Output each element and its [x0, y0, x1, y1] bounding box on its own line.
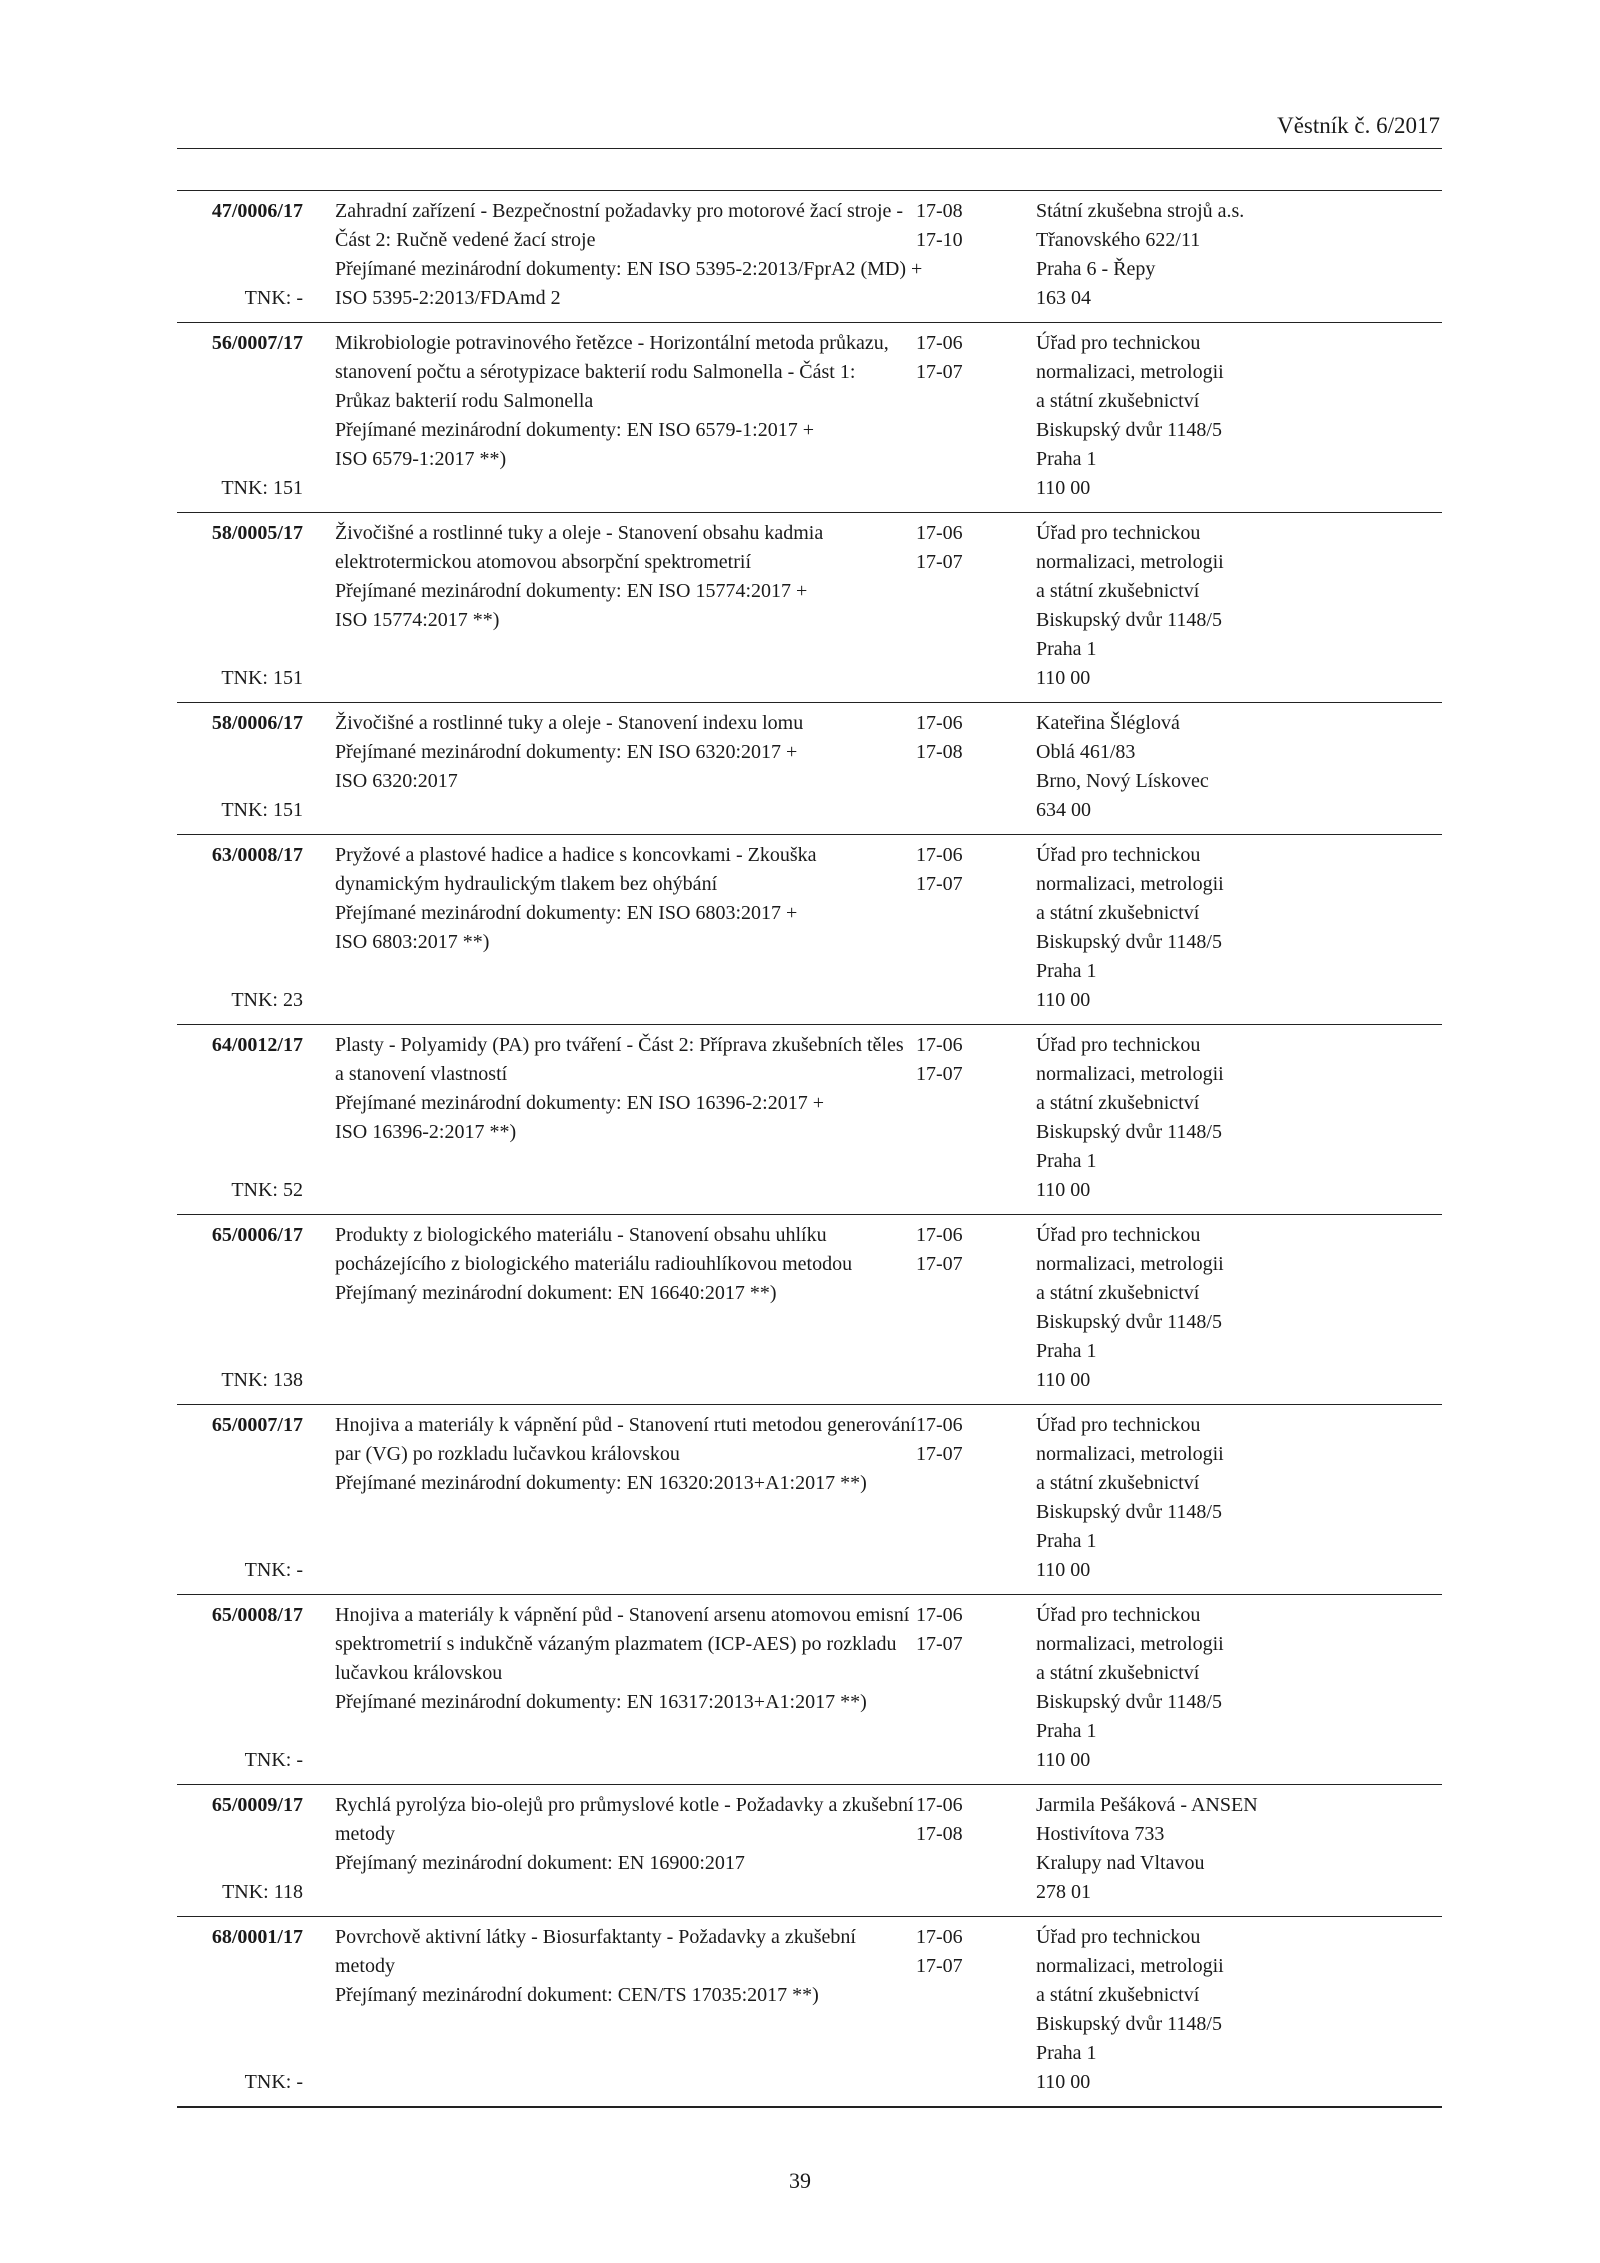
- entry-address-cell: [1036, 1221, 1326, 1395]
- entry-date: 17-06: [916, 1034, 963, 1056]
- entry-dates-cell: [916, 197, 1006, 313]
- entry-address-cell: [1036, 1411, 1326, 1585]
- entry-address-line: normalizaci, metrologii: [1036, 873, 1224, 895]
- entry-date: 17-07: [916, 873, 963, 895]
- entry-title-line: Přejímané mezinárodní dokumenty: EN 16320:2013+A1:2017 **): [335, 1472, 867, 1494]
- table-row: [177, 835, 1442, 1025]
- entry-dates-cell: [916, 1791, 1006, 1907]
- entry-address-line: Hostivítova 733: [1036, 1823, 1165, 1845]
- entry-title-line: Živočišné a rostlinné tuky a oleje - Stanovení indexu lomu: [335, 712, 804, 734]
- entry-date: 17-08: [916, 200, 963, 222]
- entry-title-cell: [335, 1791, 914, 1907]
- entry-title-cell: [335, 709, 902, 825]
- entry-tnk: TNK: 118: [222, 1881, 303, 1903]
- entry-title-line: Přejímané mezinárodní dokumenty: EN ISO 6320:2017 +: [335, 741, 798, 763]
- entry-address-cell: [1036, 841, 1326, 1015]
- entry-title-cell: [335, 519, 902, 693]
- entry-title-line: ISO 6320:2017: [335, 770, 458, 792]
- entry-title-line: Přejímaný mezinárodní dokument: EN 16640:2017 **): [335, 1282, 777, 1304]
- entry-tnk: TNK: 151: [221, 477, 303, 499]
- entry-address-cell: [1036, 709, 1326, 825]
- entry-dates-cell: [916, 1411, 1006, 1585]
- entry-address-line: a státní zkušebnictví: [1036, 1984, 1200, 2006]
- entry-address-line: Úřad pro technickou: [1036, 1926, 1201, 1948]
- entry-address-line: Praha 1: [1036, 638, 1097, 660]
- entry-title-cell: [335, 329, 902, 503]
- entry-address-line: Praha 1: [1036, 2042, 1097, 2064]
- entry-address-line: Kateřina Šléglová: [1036, 712, 1180, 734]
- entry-address-line: normalizaci, metrologii: [1036, 551, 1224, 573]
- entry-dates-cell: [916, 519, 1006, 693]
- entry-title-line: stanovení počtu a sérotypizace bakterií rodu Salmonella - Část 1:: [335, 361, 856, 383]
- entry-title-line: elektrotermickou atomovou absorpční spektrometrií: [335, 551, 751, 573]
- entry-number: 47/0006/17: [211, 200, 303, 222]
- entry-address-line: 110 00: [1036, 477, 1091, 499]
- entry-title-line: metody: [335, 1955, 395, 1977]
- entry-address-line: Úřad pro technickou: [1036, 1604, 1201, 1626]
- entry-code-cell: [177, 1791, 303, 1907]
- entry-address-line: normalizaci, metrologii: [1036, 1443, 1224, 1465]
- entry-address-line: 110 00: [1036, 1179, 1091, 1201]
- entry-dates-cell: [916, 1923, 1006, 2097]
- entry-date: 17-08: [916, 1823, 963, 1845]
- entry-title-line: ISO 6579-1:2017 **): [335, 448, 507, 470]
- entry-address-line: Praha 1: [1036, 1340, 1097, 1362]
- entry-address-line: Biskupský dvůr 1148/5: [1036, 419, 1222, 441]
- entry-number: 65/0007/17: [211, 1414, 303, 1436]
- entry-address-cell: [1036, 1031, 1326, 1205]
- entry-address-line: Úřad pro technickou: [1036, 522, 1201, 544]
- entry-title-cell: [335, 841, 902, 1015]
- entry-address-line: Brno, Nový Lískovec: [1036, 770, 1209, 792]
- table-row: [177, 323, 1442, 513]
- entry-dates-cell: [916, 841, 1006, 1015]
- entry-number: 58/0006/17: [211, 712, 303, 734]
- entry-tnk: TNK: 138: [221, 1369, 303, 1391]
- entry-address-line: Praha 1: [1036, 960, 1097, 982]
- entry-title-line: a stanovení vlastností: [335, 1063, 508, 1085]
- entry-address-line: a státní zkušebnictví: [1036, 1092, 1200, 1114]
- entry-title-line: ISO 5395-2:2013/FDAmd 2: [335, 287, 561, 309]
- entry-date: 17-07: [916, 361, 963, 383]
- entry-title-line: Rychlá pyrolýza bio-olejů pro průmyslové kotle - Požadavky a zkušební: [335, 1794, 914, 1816]
- entry-tnk: TNK: 23: [231, 989, 303, 1011]
- entry-date: 17-06: [916, 1224, 963, 1246]
- entry-address-line: Státní zkušebna strojů a.s.: [1036, 200, 1245, 222]
- entry-address-line: a státní zkušebnictví: [1036, 1472, 1200, 1494]
- entry-title-line: Plasty - Polyamidy (PA) pro tváření - Část 2: Příprava zkušebních těles: [335, 1034, 904, 1056]
- entry-title-line: Přejímaný mezinárodní dokument: EN 16900:2017: [335, 1852, 745, 1874]
- entry-dates-cell: [916, 1031, 1006, 1205]
- entry-date: 17-07: [916, 1955, 963, 1977]
- entry-code-cell: [177, 709, 303, 825]
- entry-date: 17-07: [916, 1443, 963, 1465]
- table-row: [177, 1025, 1442, 1215]
- entry-address-line: normalizaci, metrologii: [1036, 1063, 1224, 1085]
- entry-date: 17-06: [916, 1604, 963, 1626]
- entry-title-line: Produkty z biologického materiálu - Stanovení obsahu uhlíku: [335, 1224, 827, 1246]
- entry-tnk: TNK: 151: [221, 667, 303, 689]
- entry-dates-cell: [916, 329, 1006, 503]
- entry-title-line: Přejímané mezinárodní dokumenty: EN ISO 6803:2017 +: [335, 902, 798, 924]
- entry-address-cell: [1036, 1923, 1326, 2097]
- entry-title-cell: [335, 1923, 902, 2097]
- table-row: [177, 513, 1442, 703]
- entry-title-line: Přejímané mezinárodní dokumenty: EN 16317:2013+A1:2017 **): [335, 1691, 867, 1713]
- entry-dates-cell: [916, 1601, 1006, 1775]
- entry-title-line: Zahradní zařízení - Bezpečnostní požadavky pro motorové žací stroje -: [335, 200, 904, 222]
- entry-title-cell: [335, 1411, 916, 1585]
- entry-address-cell: [1036, 329, 1326, 503]
- table-row: [177, 1785, 1442, 1917]
- entry-tnk: TNK: -: [244, 1749, 303, 1771]
- entry-date: 17-06: [916, 332, 963, 354]
- entry-title-line: ISO 16396-2:2017 **): [335, 1121, 517, 1143]
- entry-address-line: Praha 6 - Řepy: [1036, 258, 1156, 280]
- entry-title-line: Přejímané mezinárodní dokumenty: EN ISO 6579-1:2017 +: [335, 419, 814, 441]
- entry-number: 64/0012/17: [211, 1034, 303, 1056]
- entry-address-line: a státní zkušebnictví: [1036, 390, 1200, 412]
- entry-title-line: Část 2: Ručně vedené žací stroje: [335, 229, 596, 251]
- entry-address-cell: [1036, 519, 1326, 693]
- entry-title-line: pocházejícího z biologického materiálu radiouhlíkovou metodou: [335, 1253, 853, 1275]
- journal-title: Věstník č. 6/2017: [1277, 113, 1440, 138]
- entry-title-line: Pryžové a plastové hadice a hadice s koncovkami - Zkouška: [335, 844, 817, 866]
- table-row: [177, 1215, 1442, 1405]
- table-row: [177, 1917, 1442, 2108]
- entry-address-line: Biskupský dvůr 1148/5: [1036, 1121, 1222, 1143]
- entry-date: 17-07: [916, 1063, 963, 1085]
- entry-address-line: a státní zkušebnictví: [1036, 902, 1200, 924]
- entry-code-cell: [177, 1601, 303, 1775]
- entry-title-cell: [335, 1601, 910, 1775]
- entry-address-cell: [1036, 1791, 1326, 1907]
- entry-tnk: TNK: 151: [221, 799, 303, 821]
- entry-address-line: Úřad pro technickou: [1036, 1224, 1201, 1246]
- entry-tnk: TNK: -: [244, 287, 303, 309]
- entry-title-line: lučavkou královskou: [335, 1662, 503, 1684]
- entry-tnk: TNK: -: [244, 2071, 303, 2093]
- entry-date: 17-06: [916, 844, 963, 866]
- entry-title-line: Přejímaný mezinárodní dokument: CEN/TS 17035:2017 **): [335, 1984, 819, 2006]
- entry-date: 17-07: [916, 551, 963, 573]
- entry-number: 65/0009/17: [211, 1794, 303, 1816]
- entry-title-line: Přejímané mezinárodní dokumenty: EN ISO 15774:2017 +: [335, 580, 808, 602]
- entry-code-cell: [177, 1411, 303, 1585]
- entry-code-cell: [177, 1923, 303, 2097]
- entry-title-line: Hnojiva a materiály k vápnění půd - Stanovení arsenu atomovou emisní: [335, 1604, 910, 1626]
- page-number: 39: [789, 2168, 811, 2193]
- entry-date: 17-06: [916, 522, 963, 544]
- entry-address-line: normalizaci, metrologii: [1036, 1955, 1224, 1977]
- entry-title-line: par (VG) po rozkladu lučavkou královskou: [335, 1443, 680, 1465]
- entry-address-line: Biskupský dvůr 1148/5: [1036, 1501, 1222, 1523]
- table-row: [177, 1595, 1442, 1785]
- entry-address-line: Biskupský dvůr 1148/5: [1036, 1311, 1222, 1333]
- entry-address-line: 110 00: [1036, 1559, 1091, 1581]
- entry-address-line: Kralupy nad Vltavou: [1036, 1852, 1205, 1874]
- entry-address-line: Třanovského 622/11: [1036, 229, 1201, 251]
- entry-code-cell: [177, 1221, 303, 1395]
- entry-address-line: Úřad pro technickou: [1036, 844, 1201, 866]
- entry-dates-cell: [916, 1221, 1006, 1395]
- entry-date: 17-07: [916, 1633, 963, 1655]
- entry-address-line: 163 04: [1036, 287, 1091, 309]
- entry-address-line: Praha 1: [1036, 1150, 1097, 1172]
- entry-address-cell: [1036, 197, 1326, 313]
- entry-address-line: 278 01: [1036, 1881, 1091, 1903]
- entry-title-cell: [335, 1221, 902, 1395]
- entry-address-line: 110 00: [1036, 1749, 1091, 1771]
- entry-date: 17-06: [916, 1414, 963, 1436]
- entry-address-line: normalizaci, metrologii: [1036, 1633, 1224, 1655]
- entry-address-line: 110 00: [1036, 667, 1091, 689]
- entry-title-line: Živočišné a rostlinné tuky a oleje - Stanovení obsahu kadmia: [335, 522, 824, 544]
- entry-number: 65/0006/17: [211, 1224, 303, 1246]
- entry-address-line: Praha 1: [1036, 1720, 1097, 1742]
- entry-address-line: a státní zkušebnictví: [1036, 580, 1200, 602]
- entry-address-line: a státní zkušebnictví: [1036, 1282, 1200, 1304]
- entry-address-line: Úřad pro technickou: [1036, 332, 1201, 354]
- entry-address-line: 110 00: [1036, 1369, 1091, 1391]
- entry-title-line: Přejímané mezinárodní dokumenty: EN ISO 16396-2:2017 +: [335, 1092, 824, 1114]
- table-row: [177, 191, 1442, 323]
- entry-title-line: Přejímané mezinárodní dokumenty: EN ISO 5395-2:2013/FprA2 (MD) +: [335, 258, 923, 280]
- entry-number: 58/0005/17: [211, 522, 303, 544]
- entry-tnk: TNK: -: [244, 1559, 303, 1581]
- entry-code-cell: [177, 329, 303, 503]
- page-header: [177, 112, 1442, 149]
- entry-address-line: Praha 1: [1036, 448, 1097, 470]
- entry-title-line: Povrchově aktivní látky - Biosurfaktanty - Požadavky a zkušební: [335, 1926, 856, 1948]
- entry-address-line: Oblá 461/83: [1036, 741, 1136, 763]
- entry-address-cell: [1036, 1601, 1326, 1775]
- entry-date: 17-06: [916, 1794, 963, 1816]
- entry-code-cell: [177, 519, 303, 693]
- entry-title-line: metody: [335, 1823, 395, 1845]
- entry-title-line: Hnojiva a materiály k vápnění půd - Stanovení rtuti metodou generování: [335, 1414, 916, 1436]
- entry-date: 17-08: [916, 741, 963, 763]
- entry-title-cell: [335, 197, 923, 313]
- entry-address-line: Biskupský dvůr 1148/5: [1036, 1691, 1222, 1713]
- entry-address-line: Biskupský dvůr 1148/5: [1036, 931, 1222, 953]
- entry-title-cell: [335, 1031, 902, 1205]
- standards-table: [177, 190, 1442, 2108]
- entry-title-line: Mikrobiologie potravinového řetězce - Horizontální metoda průkazu,: [335, 332, 889, 354]
- entry-code-cell: [177, 841, 303, 1015]
- entry-address-line: Biskupský dvůr 1148/5: [1036, 2013, 1222, 2035]
- entry-address-line: Praha 1: [1036, 1530, 1097, 1552]
- entry-date: 17-10: [916, 229, 963, 251]
- entry-title-line: ISO 6803:2017 **): [335, 931, 490, 953]
- entry-address-line: Jarmila Pešáková - ANSEN: [1036, 1794, 1258, 1816]
- entry-date: 17-07: [916, 1253, 963, 1275]
- entry-title-line: spektrometrií s indukčně vázaným plazmatem (ICP-AES) po rozkladu: [335, 1633, 897, 1655]
- entry-title-line: dynamickým hydraulickým tlakem bez ohýbání: [335, 873, 718, 895]
- entry-dates-cell: [916, 709, 1006, 825]
- entry-number: 63/0008/17: [211, 844, 303, 866]
- entry-address-line: a státní zkušebnictví: [1036, 1662, 1200, 1684]
- entry-date: 17-06: [916, 712, 963, 734]
- entry-number: 56/0007/17: [211, 332, 303, 354]
- entry-tnk: TNK: 52: [231, 1179, 303, 1201]
- entry-number: 65/0008/17: [211, 1604, 303, 1626]
- entry-number: 68/0001/17: [211, 1926, 303, 1948]
- entry-date: 17-06: [916, 1926, 963, 1948]
- entry-title-line: Průkaz bakterií rodu Salmonella: [335, 390, 594, 412]
- entry-address-line: 634 00: [1036, 799, 1091, 821]
- entry-address-line: Úřad pro technickou: [1036, 1034, 1201, 1056]
- entry-address-line: normalizaci, metrologii: [1036, 361, 1224, 383]
- entry-address-line: normalizaci, metrologii: [1036, 1253, 1224, 1275]
- table-row: [177, 703, 1442, 835]
- entry-address-line: 110 00: [1036, 989, 1091, 1011]
- entry-address-line: Úřad pro technickou: [1036, 1414, 1201, 1436]
- entry-title-line: ISO 15774:2017 **): [335, 609, 500, 631]
- table-row: [177, 1405, 1442, 1595]
- entry-code-cell: [177, 197, 303, 313]
- entry-address-line: 110 00: [1036, 2071, 1091, 2093]
- entry-address-line: Biskupský dvůr 1148/5: [1036, 609, 1222, 631]
- entry-code-cell: [177, 1031, 303, 1205]
